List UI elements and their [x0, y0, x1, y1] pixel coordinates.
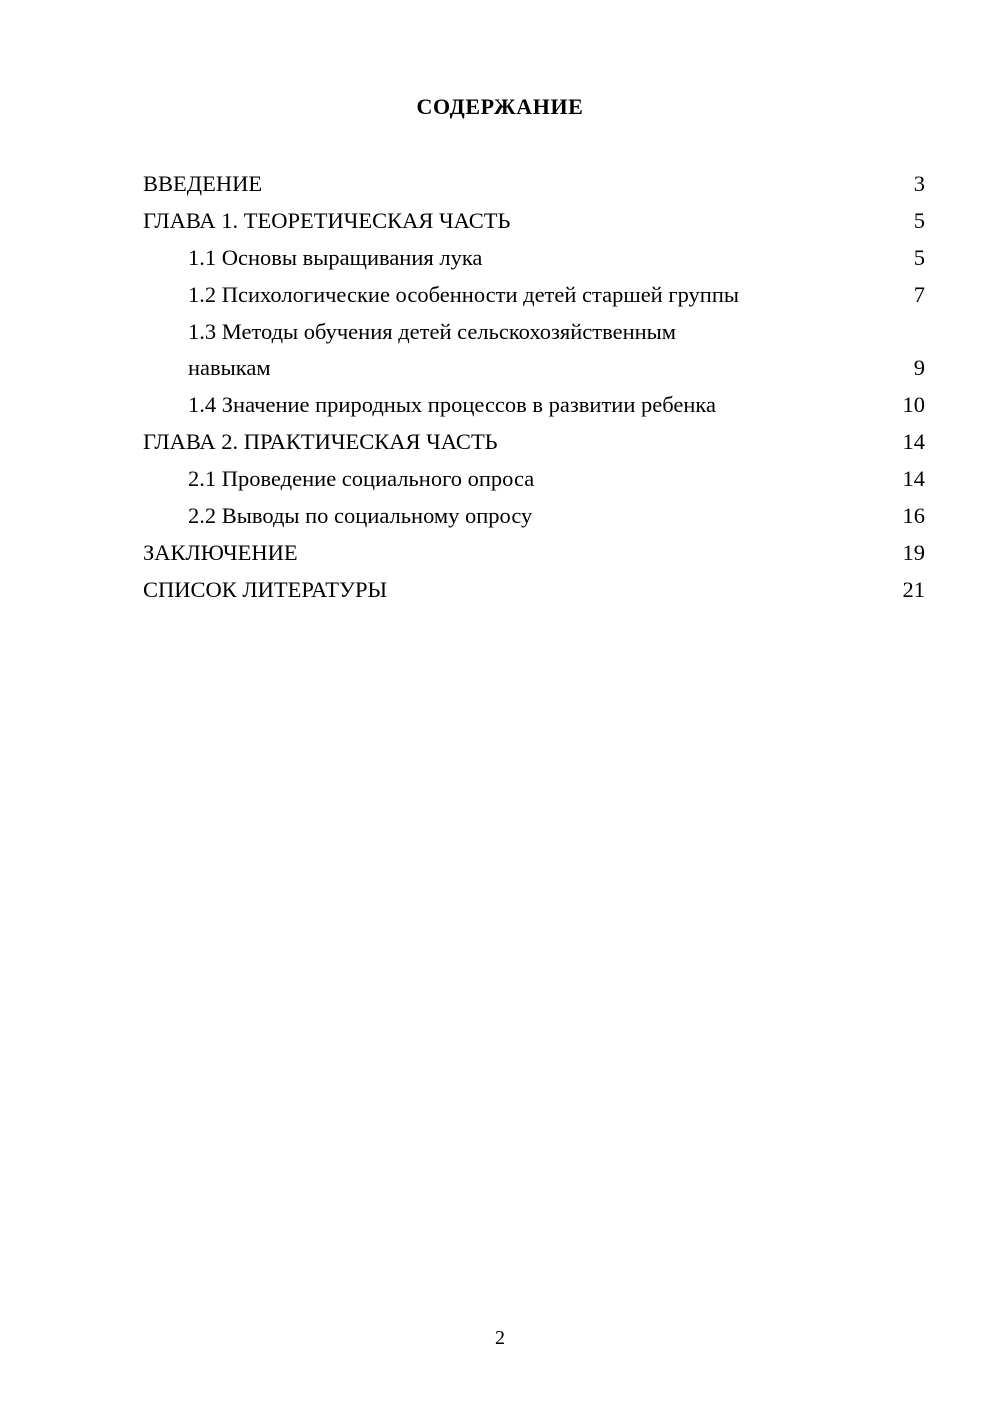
toc-entry-page: 10 — [902, 392, 925, 417]
toc-entry-page: 5 — [913, 245, 925, 270]
toc-entry-1-3[interactable] — [143, 314, 925, 386]
toc-entry-page: 14 — [902, 466, 925, 491]
toc-entry-chapter-1[interactable] — [143, 203, 925, 239]
table-of-contents — [143, 166, 925, 609]
toc-entry-label: 1.2 Психологические особенности детей старшей группы — [188, 282, 739, 307]
toc-entry-label: ВВЕДЕНИЕ — [143, 171, 263, 196]
toc-entry-label: 1.3 Методы обучения детей сельскохозяйственным навыкам — [188, 319, 677, 380]
toc-entry-page: 3 — [913, 171, 925, 196]
toc-entry-page: 7 — [913, 282, 925, 307]
page-title: СОДЕРЖАНИЕ — [416, 94, 584, 119]
toc-entry-2-2[interactable] — [143, 498, 925, 534]
toc-entry-label: СПИСОК ЛИТЕРАТУРЫ — [143, 577, 388, 602]
toc-entry-label: 2.1 Проведение социального опроса — [188, 466, 535, 491]
toc-entry-page: 9 — [913, 355, 925, 380]
toc-entry-label: ЗАКЛЮЧЕНИЕ — [143, 540, 298, 565]
toc-entry-1-2[interactable] — [143, 277, 925, 313]
toc-entry-page: 14 — [902, 429, 925, 454]
toc-entry-2-1[interactable] — [143, 461, 925, 497]
toc-entry-conclusion[interactable] — [143, 535, 925, 571]
toc-entry-label: ГЛАВА 1. ТЕОРЕТИЧЕСКАЯ ЧАСТЬ — [143, 208, 511, 233]
toc-entry-label: 1.4 Значение природных процессов в развитии ребенка — [188, 392, 716, 417]
toc-entry-1-1[interactable] — [143, 240, 925, 276]
toc-entry-page: 21 — [902, 577, 925, 602]
toc-entry-label: ГЛАВА 2. ПРАКТИЧЕСКАЯ ЧАСТЬ — [143, 429, 498, 454]
toc-entry-chapter-2[interactable] — [143, 424, 925, 460]
toc-entry-1-4[interactable] — [143, 387, 925, 423]
toc-entry-page: 16 — [902, 503, 925, 528]
toc-entry-references[interactable] — [143, 572, 925, 608]
toc-entry-label: 2.2 Выводы по социальному опросу — [188, 503, 533, 528]
toc-entry-page: 19 — [902, 540, 925, 565]
footer-page-number: 2 — [495, 1327, 505, 1349]
toc-entry-page: 5 — [913, 208, 925, 233]
toc-entry-introduction[interactable] — [143, 166, 925, 202]
toc-entry-label: 1.1 Основы выращивания лука — [188, 245, 483, 270]
